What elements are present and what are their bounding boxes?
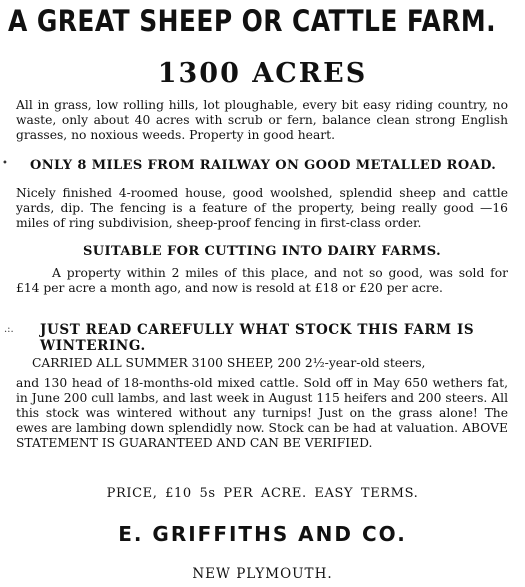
price-line: PRICE, £10 5s PER ACRE. EASY TERMS. — [106, 486, 419, 501]
dairy-heading: SUITABLE FOR CUTTING INTO DAIRY FARMS. — [83, 244, 441, 259]
house-fencing-paragraph: Nicely finished 4-roomed house, good woolshed, splendid sheep and cattle yards, dip. The fencing is a feature of the property, being really good —16 miles of ring subdivision, sheep-proof fencing in first-class order. — [16, 186, 508, 230]
ad-headline: A GREAT SHEEP OR CATTLE FARM. — [8, 4, 497, 38]
stock-heading — [40, 322, 490, 354]
stock-paragraph: and 130 head of 18-months-old mixed cattle. Sold off in May 650 wethers fat, in June 200 cull lambs, and last week in August 115 heifers and 200 steers. All this stock was wintered without any turnips! Just on the grass alone! The ewes are lambing down splendidly now. Stock can be had at valuation. ABOVE STATEMENT IS GUARANTEED AND CAN BE VERIFIED. — [16, 376, 508, 450]
print-mark: • — [2, 158, 8, 169]
comparison-paragraph: A property within 2 miles of this place, and not so good, was sold for £14 per acre a month ago, and now is resold at £18 or £20 per acre. — [16, 266, 508, 295]
stock-heading-line1: JUST READ CAREFULLY WHAT STOCK THIS FARM IS — [40, 322, 475, 338]
stock-heading-line2: WINTERING. — [40, 338, 146, 354]
description-paragraph: All in grass, low rolling hills, lot ploughable, every bit easy riding country, no waste, only about 40 acres with scrub or fern, balance clean strong English grasses, no noxious weeds. Property in good heart. — [16, 98, 508, 142]
agent-location: NEW PLYMOUTH. — [192, 566, 333, 582]
railway-heading: ONLY 8 MILES FROM RAILWAY ON GOOD METALLED ROAD. — [30, 158, 497, 173]
stock-lead-line: CARRIED ALL SUMMER 3100 SHEEP, 200 2½-year-old steers, — [32, 356, 426, 370]
print-mark: .:. — [4, 324, 14, 335]
agent-name: E. GRIFFITHS AND CO. — [118, 522, 407, 546]
acreage-heading: 1300 ACRES — [157, 58, 368, 89]
